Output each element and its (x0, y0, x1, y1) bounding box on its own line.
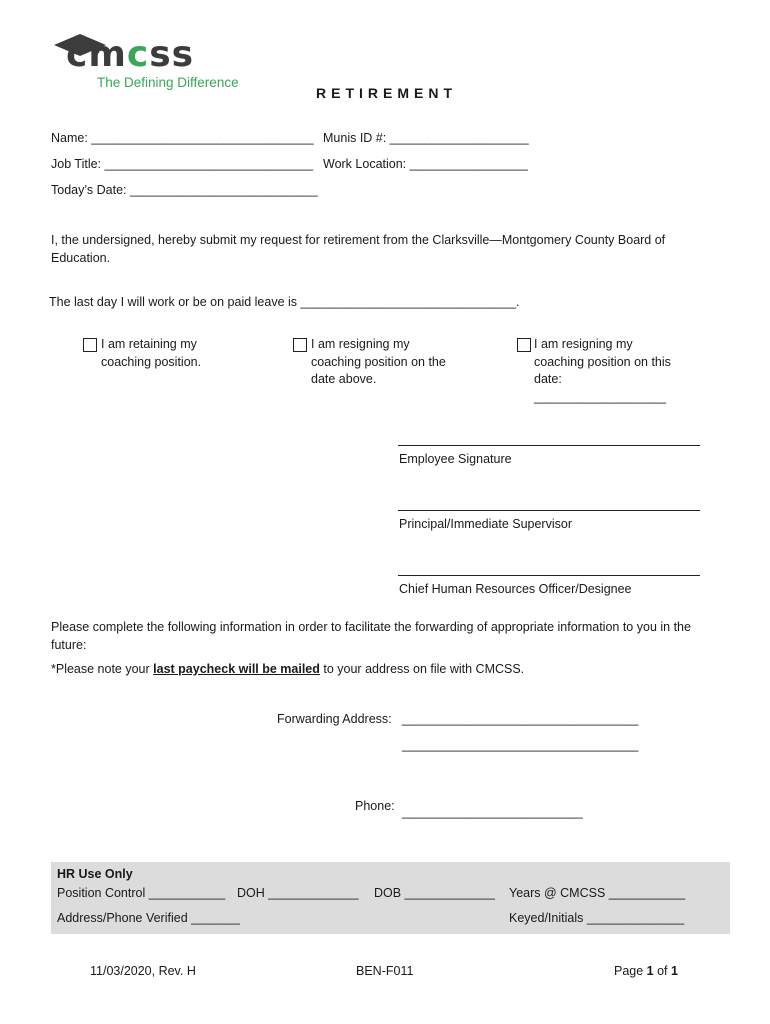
page-total: 1 (671, 964, 678, 978)
hr-use-title: HR Use Only (57, 867, 133, 881)
principal-signature-line[interactable] (398, 510, 700, 511)
logo-letter: s (149, 34, 172, 75)
employee-signature-line[interactable] (398, 445, 700, 446)
paycheck-note-emphasis: last paycheck will be mailed (153, 662, 320, 676)
forwarding-note: Please complete the following information in order to facilitate the forwarding of appropriate information to you in the future: (51, 620, 691, 652)
footer-page-number (614, 964, 678, 978)
hr-officer-signature-line[interactable] (398, 575, 700, 576)
work-location-field[interactable]: Work Location: _________________ (323, 157, 528, 171)
resigning-coaching-date-above-checkbox[interactable] (293, 338, 307, 352)
last-day-field[interactable]: The last day I will work or be on paid leave is _______________________________. (49, 295, 520, 309)
page-prefix: Page (614, 964, 647, 978)
phone-label: Phone: (355, 799, 395, 813)
paycheck-note-prefix: *Please note your (51, 662, 154, 676)
logo-letter: c (66, 34, 89, 75)
employee-signature-label: Employee Signature (399, 452, 512, 466)
retaining-coaching-label: I am retaining my coaching position. (101, 337, 202, 369)
todays-date-field[interactable]: Today’s Date: ___________________________ (51, 183, 318, 197)
hr-officer-signature-label: Chief Human Resources Officer/Designee (399, 582, 632, 596)
logo-letter: s (171, 34, 195, 75)
resigning-coaching-this-date-label: I am resigning my coaching position on this date: ___________________ (534, 337, 671, 404)
principal-signature-label: Principal/Immediate Supervisor (399, 517, 572, 531)
request-statement: I, the undersigned, hereby submit my request for retirement from the Clarksville—Montgomery County Board of Education. (51, 233, 666, 265)
paycheck-note (51, 662, 524, 676)
footer-date-revision: 11/03/2020, Rev. H (90, 964, 196, 978)
keyed-initials-field[interactable]: Keyed/Initials ______________ (509, 911, 685, 925)
retaining-coaching-checkbox[interactable] (83, 338, 97, 352)
dob-field[interactable]: DOB _____________ (374, 886, 495, 900)
logo-tagline: The Defining Difference (97, 75, 239, 90)
resigning-coaching-date-above-label: I am resigning my coaching position on the date above. (311, 337, 446, 386)
page-current: 1 (646, 964, 654, 978)
resigning-coaching-this-date-checkbox[interactable] (517, 338, 531, 352)
forwarding-address-line-2[interactable]: __________________________________ (402, 738, 639, 752)
logo-wordmark-text (66, 34, 194, 75)
logo-letter: m (88, 34, 127, 75)
form-title: RETIREMENT (316, 85, 457, 101)
phone-line[interactable]: __________________________ (402, 805, 583, 819)
doh-field[interactable]: DOH _____________ (237, 886, 359, 900)
name-field[interactable]: Name: ________________________________ (51, 131, 314, 145)
cmcss-logo (52, 32, 242, 94)
forwarding-address-label: Forwarding Address: (277, 712, 392, 726)
footer-form-id: BEN-F011 (356, 964, 414, 978)
forwarding-address-line-1[interactable]: __________________________________ (402, 712, 639, 726)
job-title-field[interactable]: Job Title: ______________________________ (51, 157, 314, 171)
logo-wordmark (66, 34, 194, 75)
paycheck-note-suffix: to your address on file with CMCSS. (319, 662, 525, 676)
hr-use-only-box (51, 862, 730, 934)
munis-id-field[interactable]: Munis ID #: ____________________ (323, 131, 529, 145)
position-control-field[interactable]: Position Control ___________ (57, 886, 226, 900)
years-cmcss-field[interactable]: Years @ CMCSS ___________ (509, 886, 686, 900)
logo-letter: c (126, 34, 150, 75)
page-of: of (653, 964, 671, 978)
address-verified-field[interactable]: Address/Phone Verified _______ (57, 911, 240, 925)
